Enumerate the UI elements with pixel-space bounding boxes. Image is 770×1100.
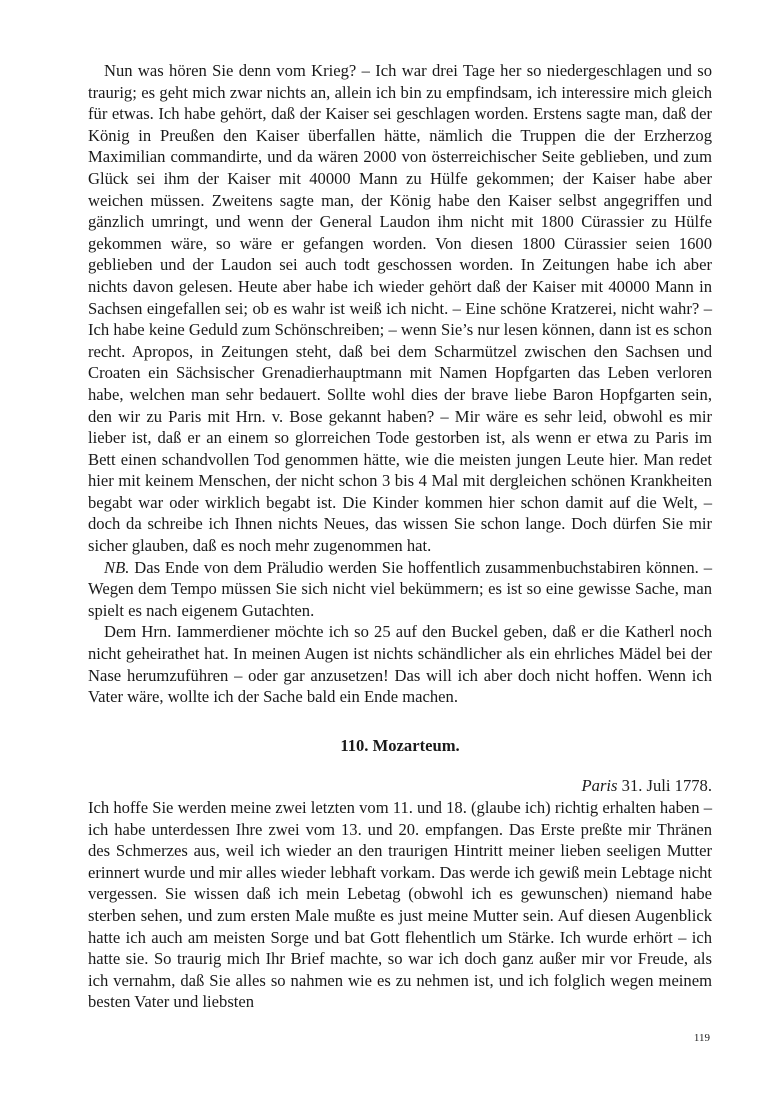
page-number: 119 <box>693 1032 710 1044</box>
nb-text: Das Ende von dem Präludio werden Sie hoffentlich zusammenbuchstabiren können. – Wegen dem Tempo müssen Sie sich nicht viel bekümmern; es ist so eine gewisse Sache, man spielt es nach eigenem Gutachten. <box>88 557 712 620</box>
paragraph-nb <box>88 557 712 622</box>
date-place: Paris <box>581 776 618 796</box>
document-page <box>88 60 712 1013</box>
letter-heading: 110. Mozarteum. <box>340 735 460 755</box>
letter-dateline <box>88 775 712 797</box>
paragraph-krieg: Nun was hören Sie denn vom Krieg? – Ich war drei Tage her so niedergeschlagen und so traurig; es geht mich zwar nichts an, allein ich bin zu empfindsam, ich interessire mich gleich für etwas. Ich habe gehört, daß der Kaiser sei geschlagen worden. Erstens sagte man, daß der König in Preußen den Kaiser überfallen hätte, nämlich die Truppen die der Erzherzog Maximilian commandirte, und da wären 2000 von österreichischer Seite geblieben, und zum Glück sei ihm der Kaiser mit 40000 Mann zu Hülfe gekommen; der Kaiser habe aber weichen müssen. Zweitens sagte man, der König habe den Kaiser selbst angegriffen und gänzlich umringt, und wenn der General Laudon ihm nicht mit 1800 Cürassier zu Hülfe gekommen wäre, so wäre er gefangen worden. Von diesen 1800 Cürassier seien 1600 geblieben und der Laudon sei auch todt geschossen worden. In Zeitungen habe ich aber nichts davon gelesen. Heute aber habe ich wieder gehört daß der Kaiser mit 40000 Mann in Sachsen eingefallen sei; ob es wahr ist weiß ich nicht. – Eine schöne Kratzerei, nicht wahr? – Ich habe keine Geduld zum Schönschreiben; – wenn Sie’s nur lesen können, dann ist es schon recht. Apropos, in Zeitungen steht, daß bei dem Scharmützel zwischen den Sachsen und Croaten ein Sächsischer Grenadierhauptmann mit Namen Hopfgarten das Leben verloren habe, welchen man sehr bedauert. Sollte wohl dies der brave liebe Baron Hopfgarten sein, den wir zu Paris mit Hrn. v. Bose gekannt haben? – Mir wäre es sehr leid, obwohl es mir lieber ist, daß er an einem so glorreichen Tode gestorben ist, als wenn er etwa zu Paris im Bett einen schandvollen Tod genommen hätte, wie die meisten jungen Leute hier. Man redet hier mit keinem Menschen, der nicht schon 3 bis 4 Mal mit dergleichen schönen Krankheiten begabt war oder wirklich begabt ist. Die Kinder kommen hier schon damit auf die Welt, – doch da schreibe ich Ihnen nichts Neues, das wissen Sie schon lange. Doch dürfen Sie mir sicher glauben, daß es noch mehr zugenommen hat. <box>88 61 712 556</box>
paragraph-kammerdiener: Dem Hrn. Iammerdiener möchte ich so 25 auf den Buckel geben, daß er die Katherl noch nicht geheirathet hat. In meinen Augen ist nichts schändlicher als ein ehrliches Mädel bei der Nase herumzuführen – oder gar anzusetzen! Das will ich aber doch nicht hoffen. Wenn ich Vater wäre, wollte ich der Sache bald ein Ende machen. <box>88 622 712 707</box>
date-text: 31. Juli 1778. <box>617 776 712 796</box>
letter-paragraph: Ich hoffe Sie werden meine zwei letzten vom 11. und 18. (glaube ich) richtig erhalten haben – ich habe unterdessen Ihre zwei vom 13. und 20. empfangen. Das Erste preßte mir Thränen des Schmerzes aus, weil ich wieder an den traurigen Hintritt meiner lieben seeligen Mutter erinnert wurde und mir alles wieder lebhaft vorkam. Das werde ich gewiß mein Lebtage nicht vergessen. Sie wissen daß ich mein Lebetag (obwohl ich es gewunschen) niemand habe sterben sehen, und zum ersten Male mußte es just meine Mutter sein. Auf diesen Augenblick hatte ich auch am meisten Sorge und bat Gott flehentlich um Stärke. Ich wurde erhört – ich hatte sie. So traurig mich Ihr Brief machte, so war ich doch ganz außer mir vor Freude, als ich vernahm, daß Sie alles so nahmen wie es zu nehmen ist, und ich folglich wegen meinem besten Vater und liebsten <box>88 798 712 1012</box>
nb-label: NB. <box>104 557 130 577</box>
